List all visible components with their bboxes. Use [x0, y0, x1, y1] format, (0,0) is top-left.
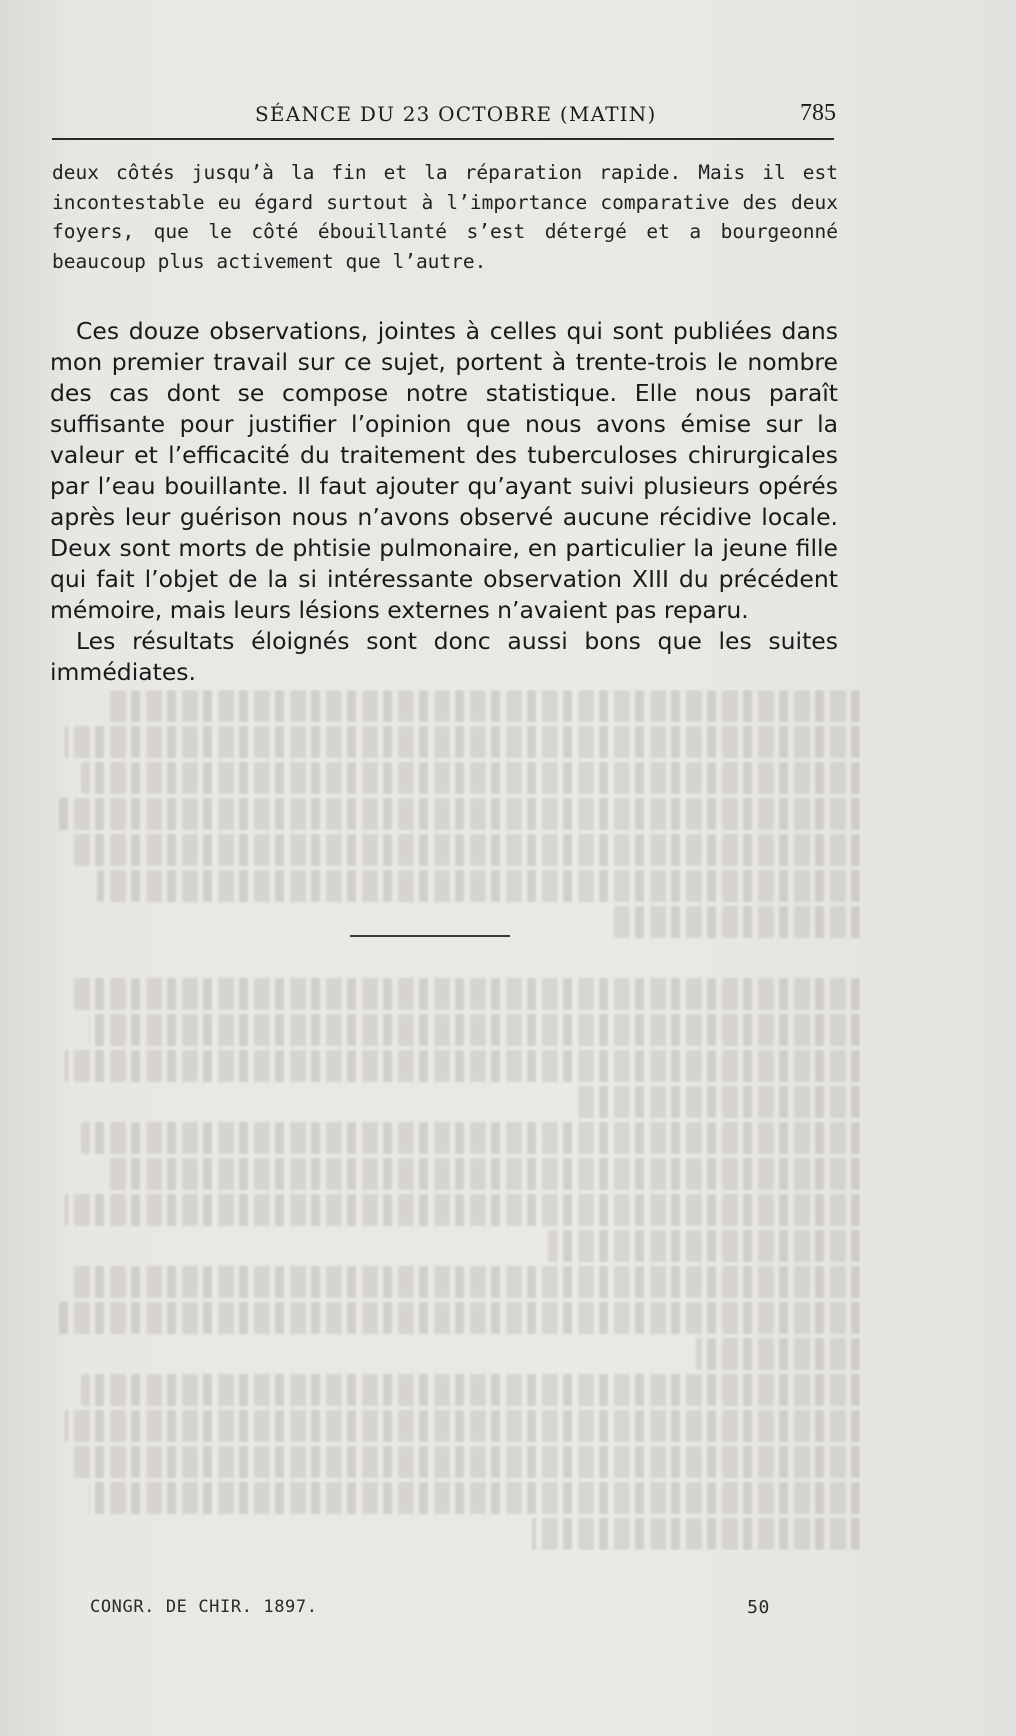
page-footer: [90, 1597, 770, 1627]
main-text-block: [50, 316, 838, 688]
running-head: SÉANCE DU 23 OCTOBRE (MATIN): [255, 102, 657, 126]
show-through-text: [40, 690, 860, 1550]
header-rule: [52, 138, 834, 140]
footer-signature: CONGR. DE CHIR. 1897.: [90, 1597, 318, 1617]
page-header: [52, 100, 836, 134]
statistics-paragraph: Ces douze observations, jointes à celles qui sont publiées dans mon premier travail sur ce sujet, portent à trente-trois le nombre des cas dont se compose notre statistique. Elle nous paraît suffisante pour justifier l’opinion que nous avons émise sur la valeur et l’efficacité du traitement des tuberculoses chirurgicales par l’eau bouillante. Il faut ajouter qu’ayant suivi plusieurs opérés après leur guérison nous n’avons observé aucune récidive locale. Deux sont morts de phtisie pulmonaire, en particulier la jeune fille qui fait l’objet de la si intéressante observation XIII du précédent mémoire, mais leurs lésions externes n’avaient pas reparu.: [50, 317, 838, 624]
footer-sheet-number: 50: [747, 1597, 770, 1618]
conclusion-paragraph: Les résultats éloignés sont donc aussi bons que les suites immédiates.: [50, 627, 838, 686]
observation-conclusion-paragraph: deux côtés jusqu’à la fin et la réparation rapide. Mais il est incontestable eu égard surtout à l’importance comparative des deux foyers, que le côté ébouillanté s’est détergé et a bourgeonné beaucoup plus activement que l’autre.: [52, 161, 838, 273]
show-through-rule: [350, 935, 510, 937]
page-number: 785: [800, 100, 836, 126]
